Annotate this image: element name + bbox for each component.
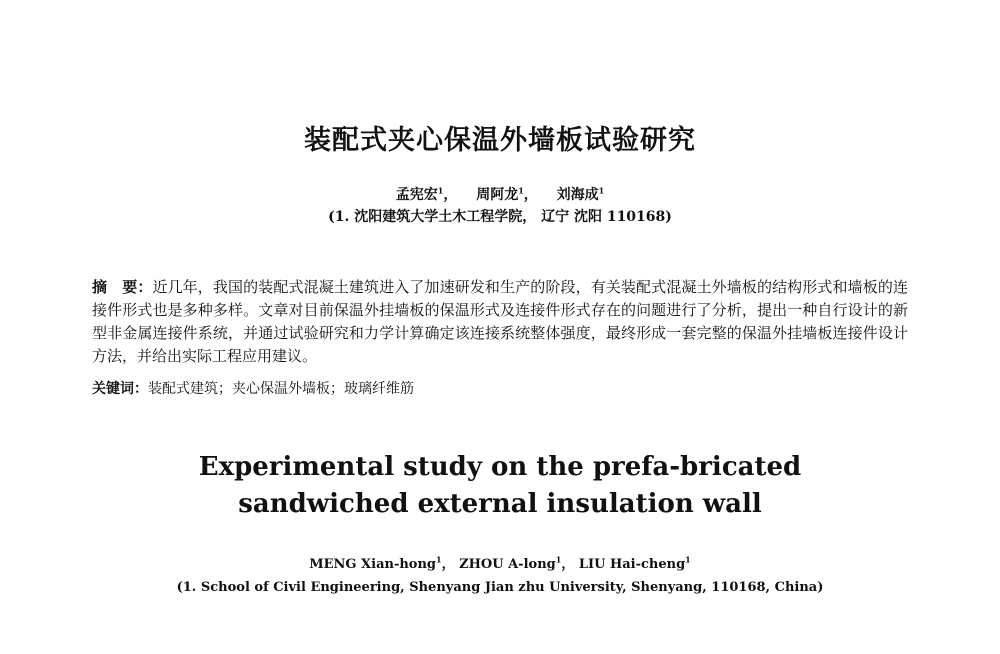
english-title-line: Experimental study on the prefa-bricated (198, 452, 802, 482)
keywords-text: 装配式建筑；夹心保温外墙板；玻璃纤维筋 (148, 381, 414, 397)
author-name: 周阿龙 (476, 187, 519, 203)
author-affiliation-mark: 1 (685, 554, 691, 565)
author-affiliation-mark: 1 (436, 554, 442, 565)
chinese-keywords (92, 379, 908, 399)
author-name: 孟宪宏 (395, 187, 438, 203)
english-affiliation: (1. School of Civil Engineering, Shenyang Jian zhu University, Shenyang, 110168, China) (176, 580, 824, 595)
author-name: ZHOU A-long (459, 557, 556, 572)
author-affiliation-mark: 1 (598, 185, 605, 196)
abstract-label: 摘 要： (92, 278, 153, 296)
english-title (0, 449, 1000, 523)
chinese-title: 装配式夹心保温外墙板试验研究 (304, 125, 696, 156)
english-author-list (0, 553, 1000, 572)
author-separator: ， (523, 187, 538, 203)
author-separator: ， (561, 557, 575, 572)
author-affiliation-mark: 1 (555, 554, 562, 565)
chinese-affiliation: (1. 沈阳建筑大学土木工程学院， 辽宁 沈阳 110168) (328, 209, 672, 225)
author-separator: ， (441, 557, 455, 572)
keywords-label: 关键词： (92, 381, 148, 397)
author-name: 刘海成 (556, 187, 599, 203)
english-title-line: sandwiched external insulation wall (238, 489, 762, 519)
author-separator: ， (443, 187, 458, 203)
author-name: MENG Xian-hong (309, 557, 437, 572)
author-affiliation-mark: 1 (437, 185, 444, 196)
author-affiliation-mark: 1 (518, 185, 524, 196)
abstract-text: 近几年，我国的装配式混凝土建筑进入了加速研发和生产的阶段，有关装配式混凝土外墙板的结构形式和墙板的连接件形式也是多种多样。文章对目前保温外挂墙板的保温形式及连接件形式存在的问题进行了分析，提出一种自行设计的新型非金属连接件系统，并通过试验研究和力学计算确定该连接系统整体强度，最终形成一套完整的保温外挂墙板连接件设计方法，并给出实际工程应用建议。 (92, 278, 908, 365)
chinese-abstract (92, 276, 908, 368)
chinese-author-list (0, 184, 1000, 204)
author-name: LIU Hai-cheng (578, 557, 686, 572)
